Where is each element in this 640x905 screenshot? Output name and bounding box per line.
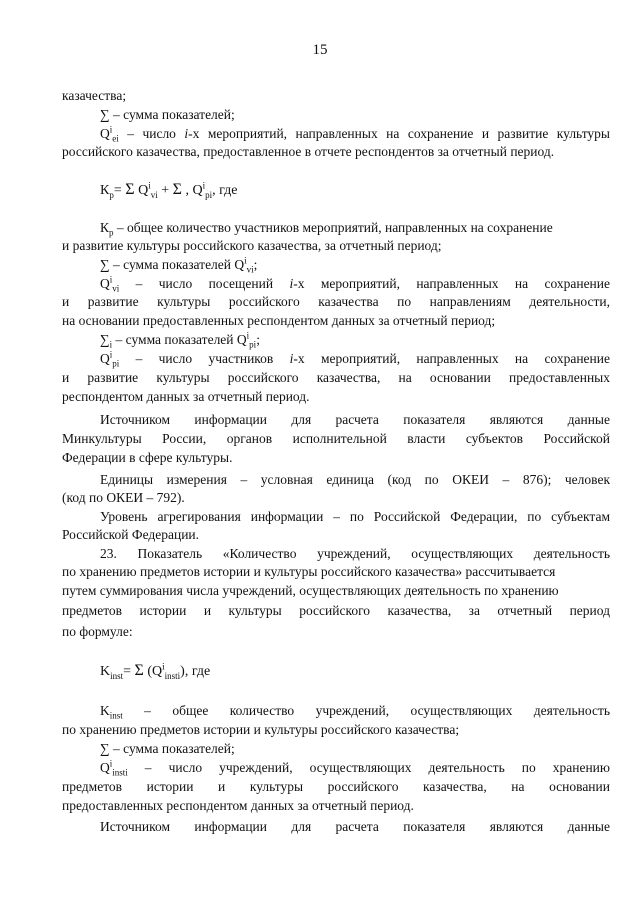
text-line: и развитие культуры российского казачества, на основании предоставленных <box>62 370 610 385</box>
formula-kp: $К_р= \Sigma$ $Q^i_{vi} + \Sigma$ , $Q^i_{pi}$, где <box>100 180 238 200</box>
text-line: по хранению предметов истории и культуры российского казачества; <box>62 722 460 737</box>
text-line: ∑ – сумма показателей $Q^i_{vi}$; <box>100 255 258 275</box>
text-line: Единицы измерения – условная единица (код по ОКЕИ – 876); человек <box>100 472 610 487</box>
text-line: на основании предоставленных респондентом данных за отчетный период; <box>62 313 496 328</box>
text-line: $К_р$ – общее количество участников мероприятий, направленных на сохранение <box>100 220 553 238</box>
text-line: Российской Федерации. <box>62 527 200 542</box>
text-line: и развитие культуры российского казачества по направлениям деятельности, <box>62 294 610 309</box>
text-line: респондентом данных за отчетный период. <box>62 389 310 404</box>
text-line: предметов истории и культуры российского казачества, на основании <box>62 779 610 794</box>
text-line: и развитие культуры российского казачества, за отчетный период; <box>62 238 442 253</box>
text-line: по формуле: <box>62 624 133 639</box>
text-line: $Q^i_{ei}$ – число i-х мероприятий, направленных на сохранение и развитие культуры <box>100 124 610 144</box>
text-line: $Q^i_{insti}$ – число учреждений, осуществляющих деятельность по хранению <box>100 758 610 778</box>
text-line: $\sum_i$ – сумма показателей $Q^i_{pi}$; <box>100 330 260 350</box>
text-line: $Q^i_{pi}$ – число участников i-х мероприятий, направленных на сохранение <box>100 349 610 369</box>
text-line: $Q^i_{vi}$ – число посещений i-х мероприятий, направленных на сохранение <box>100 274 611 294</box>
formula-kinst: $K_{inst}= \Sigma$ $(Q^i_{insti})$, где <box>100 661 211 681</box>
text-line: (код по ОКЕИ – 792). <box>62 490 185 505</box>
text-line: ∑ – сумма показателей; <box>100 107 235 122</box>
text-line: Федерации в сфере культуры. <box>62 450 233 465</box>
text-line: по хранению предметов истории и культуры российского казачества» рассчитывается <box>62 564 556 579</box>
page-number: 15 <box>312 42 328 58</box>
text-line: Источником информации для расчета показателя являются данные <box>100 819 610 834</box>
text-line: Минкультуры России, органов исполнительной власти субъектов Российской <box>62 431 610 446</box>
text-line: предметов истории и культуры российского казачества, за отчетный период <box>62 603 610 618</box>
text-line: путем суммирования числа учреждений, осуществляющих деятельность по хранению <box>62 583 559 598</box>
text-line: Уровень агрегирования информации – по Российской Федерации, по субъектам <box>100 509 610 524</box>
text-line: 23. Показатель «Количество учреждений, осуществляющих деятельность <box>100 546 610 561</box>
text-line: казачества; <box>62 88 127 103</box>
text-line: предоставленных респондентом данных за отчетный период. <box>62 798 414 813</box>
text-line: российского казачества, предоставленное в отчете респондентов за отчетный период. <box>62 144 555 159</box>
text-line: ∑ – сумма показателей; <box>100 741 235 756</box>
text-line: $K_{inst}$ – общее количество учреждений, осуществляющих деятельность <box>100 703 610 721</box>
text-line: Источником информации для расчета показателя являются данные <box>100 412 610 427</box>
